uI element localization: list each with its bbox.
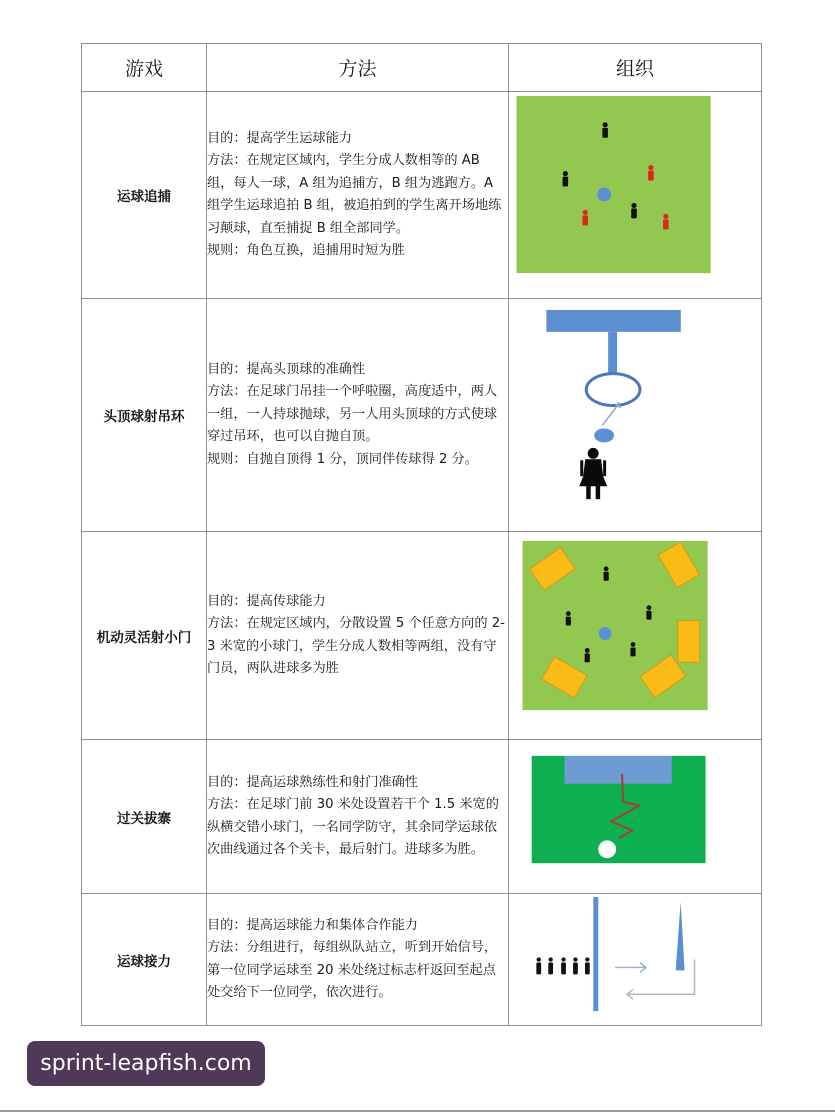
hanging-rod (608, 332, 617, 373)
header-organization: 组织 (509, 44, 762, 92)
crossbar (546, 310, 680, 332)
goal-area (564, 756, 671, 784)
header-game: 游戏 (82, 44, 207, 92)
method-description: 方法：在足球门前 30 米处设置若干个 1.5 米宽的纵横交错小球门，一名同学防守，其余同学运球依次曲线通过各个关卡，最后射门。进球多为胜。 (207, 797, 499, 857)
watermark-badge: sprint-leapfish.com (27, 1041, 265, 1086)
ball-icon (597, 188, 611, 202)
player-icon (579, 448, 607, 499)
hoop-icon (586, 374, 640, 406)
method-goal: 目的：提高运球能力和集体合作能力 (207, 917, 418, 933)
game-name: 运球接力 (82, 894, 207, 1026)
table-row (82, 92, 762, 299)
method-cell (207, 299, 509, 532)
method-description: 方法：在足球门吊挂一个呼啦圈，高度适中，两人一组，一人持球抛球，另一人用头顶球的方式使球穿过吊环，也可以自抛自顶。 (207, 384, 498, 445)
method-goal: 目的：提高传球能力 (207, 593, 326, 609)
forward-arrow-icon (615, 962, 646, 972)
game-name: 机动灵活射小门 (82, 532, 207, 740)
ball-icon (594, 428, 614, 442)
ball-icon (599, 627, 612, 640)
table-row (82, 299, 762, 532)
organization-cell (509, 92, 762, 299)
method-description: 方法：在规定区域内，学生分成人数相等的 AB 组，每人一球，A 组为追捕方，B 组为逃跑方。A 组学生运球追拍 B 组，被追拍到的学生离开场地练习颠球，直至捕捉 B 组全部同学。 (207, 153, 502, 236)
method-cell (207, 532, 509, 740)
table-row (82, 740, 762, 894)
organization-cell (509, 532, 762, 740)
header-row (82, 44, 762, 92)
method-description: 方法：在规定区域内，分散设置 5 个任意方向的 2-3 米宽的小球门，学生分成人数相等两组，没有守门员，两队进球多为胜 (207, 616, 505, 676)
game-name: 运球追捕 (82, 92, 207, 299)
obstacle-dribble-diagram (509, 740, 761, 893)
table-row (82, 532, 762, 740)
header-method: 方法 (207, 44, 509, 92)
method-cell (207, 92, 509, 299)
field (517, 96, 711, 273)
ball-icon (598, 840, 616, 858)
game-name: 头顶球射吊环 (82, 299, 207, 532)
method-rule: 规则：自抛自顶得 1 分，顶同伴传球得 2 分。 (207, 451, 478, 467)
dribble-chase-diagram (509, 92, 761, 298)
header-hoop-diagram (509, 299, 761, 531)
method-cell (207, 894, 509, 1026)
marker-pole-icon (676, 902, 685, 970)
return-arrow-icon (627, 960, 694, 1000)
method-description: 方法：分组进行，每组纵队站立，听到开始信号，第一位同学运球至 20 米处绕过标志杆返回至起点处交给下一位同学，依次进行。 (207, 940, 498, 1000)
method-cell (207, 740, 509, 894)
method-goal: 目的：提高学生运球能力 (207, 130, 353, 146)
organization-cell (509, 740, 762, 894)
relay-dribble-diagram (509, 894, 761, 1025)
player-column (536, 957, 589, 974)
method-rule: 规则：角色互换，追捕用时短为胜 (207, 243, 405, 258)
games-table (81, 43, 762, 1026)
method-goal: 目的：提高运球熟练性和射门准确性 (207, 774, 418, 790)
small-goals-diagram (509, 532, 761, 739)
method-goal: 目的：提高头顶球的准确性 (207, 361, 366, 377)
organization-cell (509, 894, 762, 1026)
table-row (82, 894, 762, 1026)
organization-cell (509, 299, 762, 532)
start-line (593, 897, 598, 1011)
game-name: 过关拔寨 (82, 740, 207, 894)
